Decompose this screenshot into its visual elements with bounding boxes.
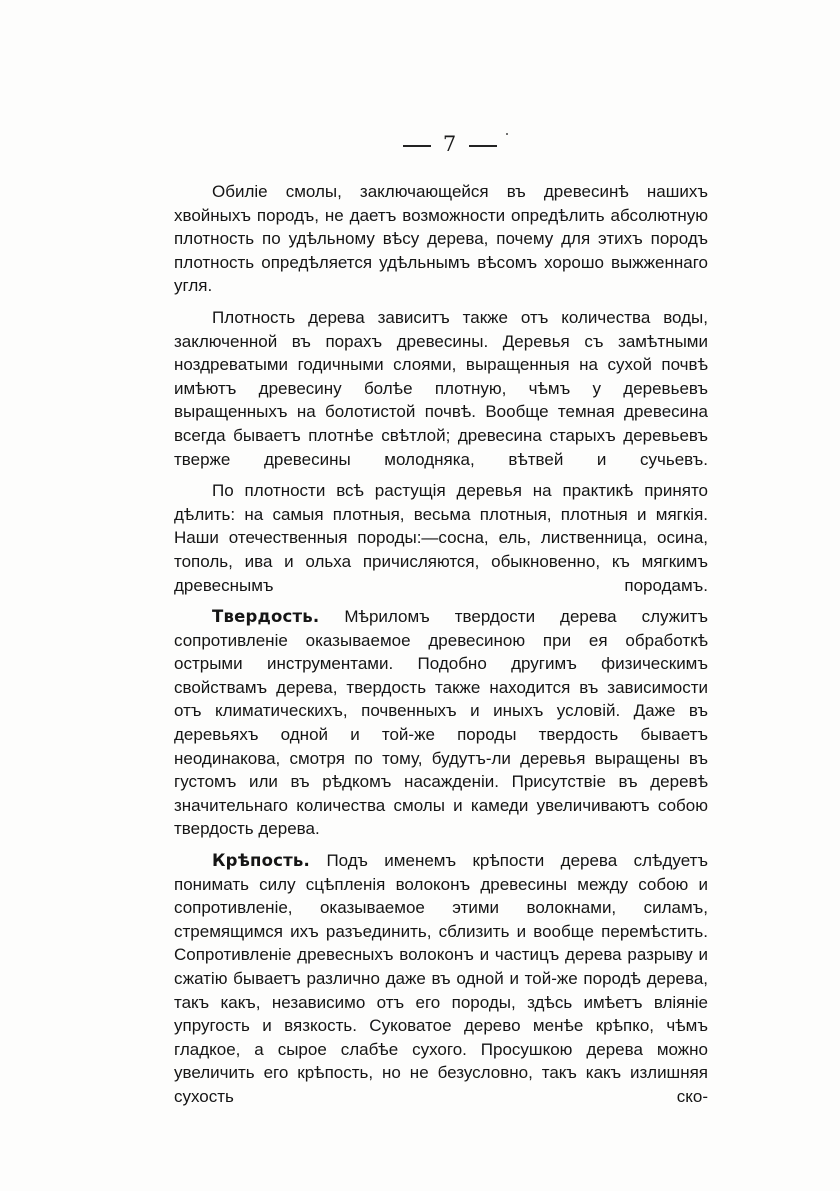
body-text xyxy=(174,180,708,1117)
paragraph-text: Мѣриломъ твердости дерева служитъ сопротивленіе оказываемое древесиною при ея обработкѣ острыми инструментами. Подобно другимъ физическимъ свойствамъ дерева, твердость также находится въ зависимости отъ климатическихъ, почвенныхъ и иныхъ условій. Даже въ деревьяхъ одной и той-же породы твердость бываетъ неодинакова, смотря по тому, будутъ-ли деревья выращены въ густомъ или въ рѣдкомъ насажденіи. Присутствіе въ деревѣ значительнаго количества смолы и камеди увеличиваютъ собою твердость дерева. xyxy=(174,607,708,839)
section-heading-hardness: Твердость. xyxy=(212,607,320,627)
paragraph-text: По плотности всѣ растущія деревья на практикѣ принято дѣлить: на самыя плотныя, весьма плотныя, плотныя и мягкія. Наши отечественныя породы:—сосна, ель, лиственница, осина, тополь, ива и ольха причисляются, обыкновенно, къ мягкимъ древеснымъ породамъ. xyxy=(174,481,708,595)
section-heading-strength: Крѣпость. xyxy=(212,851,311,871)
left-dash xyxy=(403,145,431,147)
paragraph-resin xyxy=(174,180,708,298)
page-number-value: 7 xyxy=(442,132,458,156)
paragraph-hardness xyxy=(174,605,708,841)
paragraph-strength xyxy=(174,849,708,1109)
paragraph-density-water xyxy=(174,306,708,471)
print-speck xyxy=(506,133,508,135)
paragraph-text: Обиліе смолы, заключающейся въ древесинѣ нашихъ хвойныхъ породъ, не даетъ возможности опредѣлить абсолютную плотность по удѣльному вѣсу дерева, почему для этихъ породъ плотность опредѣляется удѣльнымъ вѣсомъ хорошо выжженнаго угля. xyxy=(174,182,708,296)
paragraph-density-classes xyxy=(174,479,708,597)
right-dash xyxy=(469,145,497,147)
paragraph-text: Плотность дерева зависитъ также отъ количества воды, заключенной въ порахъ древесины. Деревья съ замѣтными ноздреватыми годичными слоями, выращенныя на сухой почвѣ имѣютъ древесину болѣе плотную, чѣмъ у деревьевъ выращенныхъ на болотистой почвѣ. Вообще темная древесина всегда бываетъ плотнѣе свѣтлой; древесина старыхъ деревьевъ тверже древесины молодняка, вѣтвей и сучьевъ. xyxy=(174,307,708,469)
paragraph-text: Подъ именемъ крѣпости дерева слѣдуетъ понимать силу сцѣпленія волоконъ древесины между собою и сопротивленіе, оказываемое этими волокнами, силамъ, стремящимся ихъ разъединить, сблизить и вообще перемѣстить. Сопротивленіе древесныхъ волоконъ и частицъ дерева разрыву и сжатію бываетъ различно даже въ одной и той-же породѣ дерева, такъ какъ, независимо отъ его породы, здѣсь имѣетъ вліяніе упругость и вязкость. Суковатое дерево менѣе крѣпко, чѣмъ гладкое, а сырое слабѣе сухого. Просушкою дерева можно увеличить его крѣпость, но не безусловно, такъ какъ излишняя сухость ско- xyxy=(174,851,708,1106)
page-number xyxy=(0,132,840,156)
